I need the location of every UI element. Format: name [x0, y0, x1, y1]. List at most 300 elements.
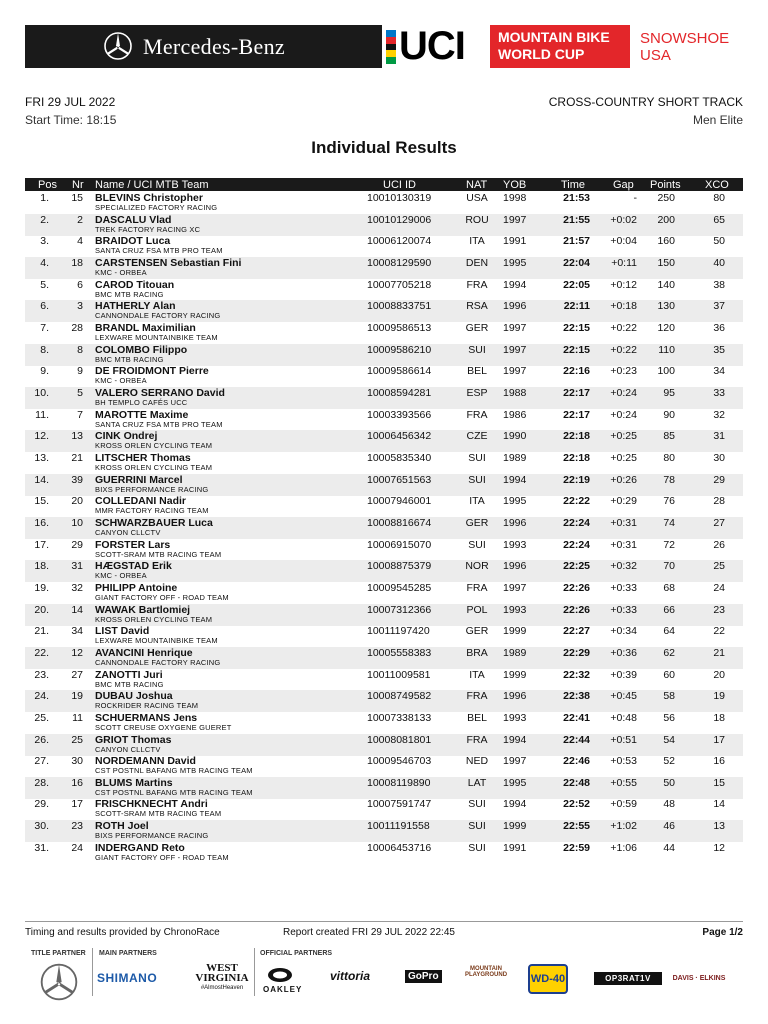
table-row: [25, 560, 743, 582]
cell-time: 22:55: [563, 820, 590, 833]
cell-nr: 30: [71, 755, 83, 768]
cell-gap: +0:25: [610, 430, 637, 443]
cell-nat: SUI: [468, 538, 486, 551]
cell-xco: 17: [713, 733, 725, 746]
cell-pos: 19.: [34, 581, 49, 594]
venue-line-2: USA: [640, 47, 671, 64]
cell-nat: FRA: [466, 690, 488, 703]
cell-uci-id: 10010130319: [367, 192, 432, 204]
cell-pos: 27.: [34, 755, 49, 768]
cell-name: CINK Ondrej: [95, 430, 158, 443]
cell-nat: ITA: [469, 668, 485, 681]
table-row: [25, 365, 743, 387]
cell-nat: LAT: [467, 776, 487, 789]
cell-uci-id: 10008875379: [367, 560, 432, 573]
cell-time: 22:46: [563, 755, 590, 768]
cell-yob: 1989: [503, 451, 527, 464]
table-row: [25, 669, 743, 691]
cell-gap: +0:24: [610, 386, 637, 399]
cell-name: CARSTENSEN Sebastian Fini: [95, 256, 242, 269]
cell-xco: 33: [713, 386, 725, 399]
cell-points: 62: [663, 646, 675, 659]
sponsor-name: Mercedes-Benz: [143, 34, 285, 59]
cell-nat: SUI: [468, 798, 486, 811]
cell-nat: BEL: [467, 711, 487, 724]
cell-nat: SUI: [468, 841, 486, 854]
cell-yob: 1994: [503, 278, 527, 291]
cell-gap: -: [633, 192, 637, 204]
cell-yob: 1997: [503, 321, 527, 334]
cell-nat: SUI: [468, 473, 486, 486]
cell-points: 54: [663, 733, 675, 746]
cell-time: 22:48: [563, 776, 590, 789]
cell-gap: +0:48: [610, 711, 637, 724]
cell-team: CST POSTNL BAFANG MTB RACING TEAM: [95, 766, 253, 776]
col-yob: YOB: [503, 179, 527, 191]
table-row: [25, 842, 743, 864]
cell-nr: 16: [71, 776, 83, 789]
cell-team: KROSS ORLEN CYCLING TEAM: [95, 614, 213, 624]
wv-line-1: WEST: [206, 962, 238, 974]
cell-points: 150: [657, 256, 675, 269]
cell-team: ROCKRIDER RACING TEAM: [95, 701, 199, 711]
cell-name: VALERO SERRANO David: [95, 386, 225, 399]
cell-pos: 14.: [34, 473, 49, 486]
main-partners-label: MAIN PARTNERS: [99, 950, 157, 957]
table-row: [25, 625, 743, 647]
cell-points: 90: [663, 408, 675, 421]
cell-uci-id: 10011009581: [367, 668, 431, 681]
cell-points: 200: [657, 213, 675, 226]
cell-name: BLEVINS Christopher: [95, 192, 203, 204]
cell-time: 22:17: [563, 408, 590, 421]
cell-name: COLOMBO Filippo: [95, 343, 188, 356]
cell-time: 22:05: [563, 278, 590, 291]
op3ratiy-logo: OP3RAT1V: [594, 972, 662, 985]
partner-separator: [92, 948, 93, 996]
cell-team: SCOTT-SRAM MTB RACING TEAM: [95, 809, 222, 819]
cell-time: 21:55: [563, 213, 590, 226]
cell-points: 52: [663, 755, 675, 768]
cell-uci-id: 10007705218: [367, 278, 432, 291]
cell-team: LEXWARE MOUNTAINBIKE TEAM: [95, 636, 218, 646]
cell-xco: 16: [713, 755, 725, 768]
cell-team: BIXS PERFORMANCE RACING: [95, 484, 209, 494]
wv-line-2: VIRGINIA: [195, 972, 249, 984]
cell-name: PHILIPP Antoine: [95, 581, 178, 594]
cell-uci-id: 10007946001: [367, 495, 432, 508]
cell-gap: +0:31: [610, 516, 637, 529]
cell-pos: 13.: [34, 451, 49, 464]
col-gap: Gap: [613, 179, 634, 191]
cell-gap: +0:22: [610, 321, 637, 334]
cell-pos: 29.: [34, 798, 49, 811]
table-row: [25, 409, 743, 431]
cell-team: SANTA CRUZ FSA MTB PRO TEAM: [95, 419, 223, 429]
cell-pos: 12.: [34, 430, 49, 443]
cell-name: GRIOT Thomas: [95, 733, 172, 746]
cell-gap: +0:26: [610, 473, 637, 486]
cell-points: 110: [658, 343, 675, 356]
table-row: [25, 452, 743, 474]
cell-nr: 39: [71, 473, 83, 486]
venue-name: [630, 25, 743, 68]
cell-xco: 20: [713, 668, 725, 681]
cell-xco: 12: [713, 841, 725, 854]
cell-time: 22:15: [563, 343, 590, 356]
col-uci-id: UCI ID: [383, 179, 416, 191]
cell-name: LITSCHER Thomas: [95, 451, 191, 464]
cell-xco: 26: [713, 538, 725, 551]
cell-team: BIXS PERFORMANCE RACING: [95, 831, 209, 841]
uci-wordmark: UCI: [399, 24, 465, 68]
cell-xco: 36: [713, 321, 725, 334]
cell-xco: 29: [713, 473, 725, 486]
cell-xco: 50: [713, 235, 725, 248]
cell-time: 22:11: [563, 300, 590, 313]
cell-name: GUERRINI Marcel: [95, 473, 183, 486]
cell-time: 22:25: [563, 560, 590, 573]
cell-uci-id: 10008594281: [367, 386, 432, 399]
cell-points: 80: [663, 451, 675, 464]
cell-xco: 27: [713, 516, 725, 529]
cell-yob: 1999: [503, 625, 527, 638]
cell-name: SCHUERMANS Jens: [95, 711, 198, 724]
cell-uci-id: 10003393566: [367, 408, 432, 421]
cell-yob: 1991: [503, 841, 527, 854]
cell-time: 22:27: [563, 625, 590, 638]
cell-points: 48: [663, 798, 675, 811]
cell-name: AVANCINI Henrique: [95, 646, 193, 659]
cell-nat: GER: [465, 516, 489, 529]
cell-team: BH TEMPLO CAFÉS UCC: [95, 397, 188, 407]
cell-gap: +0:31: [610, 538, 637, 551]
cell-xco: 25: [713, 560, 725, 573]
cell-uci-id: 10011197420: [367, 625, 430, 638]
table-row: [25, 755, 743, 777]
cell-gap: +0:32: [610, 560, 637, 573]
cell-uci-id: 10010129006: [367, 213, 432, 226]
cell-xco: 15: [713, 776, 725, 789]
cell-gap: +0:34: [610, 625, 637, 638]
cell-team: CST POSTNL BAFANG MTB RACING TEAM: [95, 787, 253, 797]
cell-xco: 38: [713, 278, 725, 291]
table-row: [25, 300, 743, 322]
cell-yob: 1997: [503, 343, 527, 356]
cell-gap: +0:36: [610, 646, 637, 659]
cell-yob: 1993: [503, 603, 527, 616]
cell-team: SCOTT CREUSE OXYGENE GUERET: [95, 722, 232, 732]
cell-team: SCOTT-SRAM MTB RACING TEAM: [95, 549, 222, 559]
cell-team: MMR FACTORY RACING TEAM: [95, 506, 209, 516]
table-row: [25, 322, 743, 344]
cell-uci-id: 10006453716: [367, 841, 432, 854]
cell-name: DUBAU Joshua: [95, 690, 173, 703]
cell-nat: NED: [465, 755, 489, 768]
cell-points: 64: [663, 625, 675, 638]
cell-time: 22:15: [563, 321, 590, 334]
cell-pos: 1.: [40, 192, 49, 204]
cell-points: 72: [663, 538, 675, 551]
cell-yob: 1989: [503, 646, 527, 659]
cell-nr: 29: [71, 538, 83, 551]
cell-gap: +0:02: [610, 213, 637, 226]
cell-team: CANNONDALE FACTORY RACING: [95, 311, 221, 321]
table-row: [25, 539, 743, 561]
cell-nat: SUI: [468, 451, 486, 464]
cell-gap: +0:33: [610, 581, 637, 594]
cell-time: 22:44: [563, 733, 590, 746]
cell-points: 50: [663, 776, 675, 789]
cell-yob: 1996: [503, 690, 527, 703]
cell-team: CANYON CLLCTV: [95, 744, 161, 754]
cell-uci-id: 10008749582: [367, 690, 432, 703]
cell-pos: 16.: [34, 516, 49, 529]
col-pos: Pos: [38, 179, 57, 191]
start-time: Start Time: 18:15: [25, 113, 117, 127]
cell-name: ZANOTTI Juri: [95, 668, 163, 681]
cell-yob: 1997: [503, 365, 527, 378]
venue-line-1: SNOWSHOE: [640, 30, 730, 47]
cell-uci-id: 10009586614: [367, 365, 432, 378]
cell-pos: 24.: [34, 690, 49, 703]
cell-gap: +0:29: [610, 495, 637, 508]
vittoria-logo: vittoria: [330, 969, 371, 983]
cell-yob: 1991: [503, 235, 527, 248]
cell-xco: 65: [713, 213, 725, 226]
cell-yob: 1986: [503, 408, 527, 421]
cell-yob: 1994: [503, 473, 527, 486]
cell-name: ROTH Joel: [95, 820, 149, 833]
cell-yob: 1990: [503, 430, 527, 443]
cell-time: 22:18: [563, 430, 590, 443]
cell-team: KROSS ORLEN CYCLING TEAM: [95, 462, 213, 472]
cell-pos: 22.: [34, 646, 49, 659]
cell-gap: +1:02: [610, 820, 637, 833]
cell-time: 22:19: [563, 473, 590, 486]
cell-uci-id: 10007591747: [367, 798, 432, 811]
cell-gap: +0:25: [610, 451, 637, 464]
cell-uci-id: 10006120074: [367, 235, 432, 248]
cell-xco: 24: [713, 581, 725, 594]
cell-pos: 5.: [40, 278, 49, 291]
table-row: [25, 604, 743, 626]
cell-yob: 1999: [503, 668, 527, 681]
cell-pos: 25.: [34, 711, 49, 724]
cell-points: 70: [663, 560, 675, 573]
cell-nat: ROU: [465, 213, 489, 226]
cell-points: 44: [663, 841, 675, 854]
cell-gap: +0:59: [610, 798, 637, 811]
cell-gap: +0:18: [610, 300, 637, 313]
cell-uci-id: 10008833751: [367, 300, 432, 313]
table-row: [25, 257, 743, 279]
oakley-logo: OAKLEY: [263, 985, 303, 994]
cell-time: 22:04: [563, 256, 590, 269]
cell-nr: 2: [77, 213, 83, 226]
report-created: Report created FRI 29 JUL 2022 22:45: [283, 927, 455, 938]
cell-nat: CZE: [466, 430, 488, 443]
cell-name: FORSTER Lars: [95, 538, 171, 551]
cell-nat: POL: [466, 603, 488, 616]
cell-time: 22:38: [563, 690, 590, 703]
cell-points: 250: [657, 192, 675, 204]
table-row: [25, 798, 743, 820]
cell-nat: ITA: [469, 235, 485, 248]
cell-nat: GER: [465, 321, 489, 334]
cell-points: 160: [657, 235, 675, 248]
cell-yob: 1993: [503, 538, 527, 551]
cell-gap: +0:39: [610, 668, 637, 681]
cell-uci-id: 10007338133: [367, 711, 432, 724]
cell-nr: 7: [77, 408, 83, 421]
cell-points: 46: [663, 820, 675, 833]
col-xco: XCO: [705, 179, 729, 191]
cell-points: 76: [663, 495, 675, 508]
official-partners-label: OFFICIAL PARTNERS: [260, 950, 333, 957]
cell-points: 85: [663, 430, 675, 443]
cell-nr: 25: [71, 733, 83, 746]
cell-time: 22:26: [563, 581, 590, 594]
cell-yob: 1995: [503, 776, 527, 789]
cell-nr: 14: [71, 603, 83, 616]
cell-uci-id: 10005835340: [367, 451, 432, 464]
cell-nr: 17: [71, 798, 83, 811]
cell-team: CANNONDALE FACTORY RACING: [95, 657, 221, 667]
cell-pos: 23.: [34, 668, 49, 681]
cell-pos: 2.: [40, 213, 49, 226]
col-points: Points: [650, 179, 681, 191]
cell-yob: 1997: [503, 581, 527, 594]
cell-time: 22:24: [563, 538, 590, 551]
table-row: [25, 474, 743, 496]
cell-pos: 15.: [34, 495, 49, 508]
table-row: [25, 279, 743, 301]
mercedes-star-icon: [103, 31, 133, 61]
cell-uci-id: 10007651563: [367, 473, 432, 486]
cell-team: TREK FACTORY RACING XC: [95, 224, 201, 234]
cell-name: SCHWARZBAUER Luca: [95, 516, 213, 529]
cell-pos: 30.: [34, 820, 49, 833]
table-row: [25, 192, 743, 214]
cell-team: KMC - ORBEA: [95, 376, 147, 386]
cell-yob: 1996: [503, 560, 527, 573]
cell-points: 56: [663, 711, 675, 724]
cell-uci-id: 10005558383: [367, 646, 432, 659]
cell-nat: NOR: [465, 560, 489, 573]
cell-nat: BRA: [466, 646, 488, 659]
cell-pos: 9.: [40, 365, 49, 378]
table-row: [25, 712, 743, 734]
wv-tagline: #AlmostHeaven: [200, 985, 244, 991]
cell-time: 22:52: [563, 798, 590, 811]
cell-yob: 1999: [503, 820, 527, 833]
cell-uci-id: 10006915070: [367, 538, 432, 551]
cell-nr: 4: [77, 235, 83, 248]
cell-time: 22:32: [563, 668, 590, 681]
cell-team: GIANT FACTORY OFF - ROAD TEAM: [95, 592, 229, 602]
table-row: [25, 517, 743, 539]
cell-uci-id: 10006456342: [367, 430, 432, 443]
cell-xco: 31: [713, 430, 725, 443]
cell-time: 22:17: [563, 386, 590, 399]
cell-team: KMC - ORBEA: [95, 267, 147, 277]
cell-xco: 28: [713, 495, 725, 508]
cell-uci-id: 10009545285: [367, 581, 432, 594]
cell-uci-id: 10009586210: [367, 343, 432, 356]
cell-uci-id: 10011191558: [367, 820, 430, 833]
footer-divider: [25, 921, 743, 922]
cell-nr: 13: [71, 430, 83, 443]
cell-nat: USA: [466, 192, 488, 204]
cell-pos: 4.: [40, 256, 49, 269]
cell-gap: +0:23: [610, 365, 637, 378]
cell-time: 22:24: [563, 516, 590, 529]
shimano-logo: SHIMANO: [97, 971, 158, 985]
cell-team: SANTA CRUZ FSA MTB PRO TEAM: [95, 246, 223, 256]
page-number: Page 1/2: [702, 927, 743, 938]
cell-nr: 15: [71, 192, 83, 204]
cell-xco: 32: [713, 408, 725, 421]
cell-gap: +0:45: [610, 690, 637, 703]
cell-xco: 35: [713, 343, 725, 356]
cell-pos: 6.: [40, 300, 49, 313]
cell-nat: DEN: [465, 256, 489, 269]
cell-gap: +0:24: [610, 408, 637, 421]
cell-points: 130: [657, 300, 675, 313]
cell-pos: 28.: [34, 776, 49, 789]
cell-pos: 11.: [35, 408, 49, 421]
cell-nr: 20: [71, 495, 83, 508]
cell-nr: 10: [71, 516, 83, 529]
cell-xco: 34: [713, 365, 725, 378]
cell-name: LIST David: [95, 625, 150, 638]
cell-nr: 24: [71, 841, 83, 854]
cell-name: HATHERLY Alan: [95, 300, 176, 313]
cell-name: DE FROIDMONT Pierre: [95, 365, 209, 378]
table-row: [25, 820, 743, 842]
table-row: [25, 495, 743, 517]
wd40-logo: WD-40: [528, 964, 568, 994]
cell-gap: +0:11: [611, 256, 637, 269]
cell-gap: +0:12: [610, 278, 637, 291]
cell-uci-id: 10007312366: [367, 603, 432, 616]
cell-name: WAWAK Bartlomiej: [95, 603, 191, 616]
cell-name: BRANDL Maximilian: [95, 321, 196, 334]
table-row: [25, 582, 743, 604]
series-line-1: MOUNTAIN BIKE: [498, 29, 610, 45]
cell-gap: +0:55: [610, 776, 637, 789]
cell-nr: 6: [77, 278, 83, 291]
cell-points: 95: [663, 386, 675, 399]
series-name: [490, 25, 630, 68]
cell-name: CAROD Titouan: [95, 278, 175, 291]
cell-nat: RSA: [466, 300, 488, 313]
cell-time: 21:53: [563, 192, 590, 204]
table-row: [25, 214, 743, 236]
cell-points: 58: [663, 690, 675, 703]
cell-team: LEXWARE MOUNTAINBIKE TEAM: [95, 332, 218, 342]
cell-time: 22:26: [563, 603, 590, 616]
table-row: [25, 235, 743, 257]
cell-nat: SUI: [468, 343, 486, 356]
cell-points: 140: [657, 278, 675, 291]
cell-gap: +0:51: [610, 733, 637, 746]
partner-separator: [254, 948, 255, 996]
cell-pos: 31.: [34, 841, 49, 854]
cell-nat: ITA: [469, 495, 485, 508]
cell-nr: 19: [71, 690, 83, 703]
